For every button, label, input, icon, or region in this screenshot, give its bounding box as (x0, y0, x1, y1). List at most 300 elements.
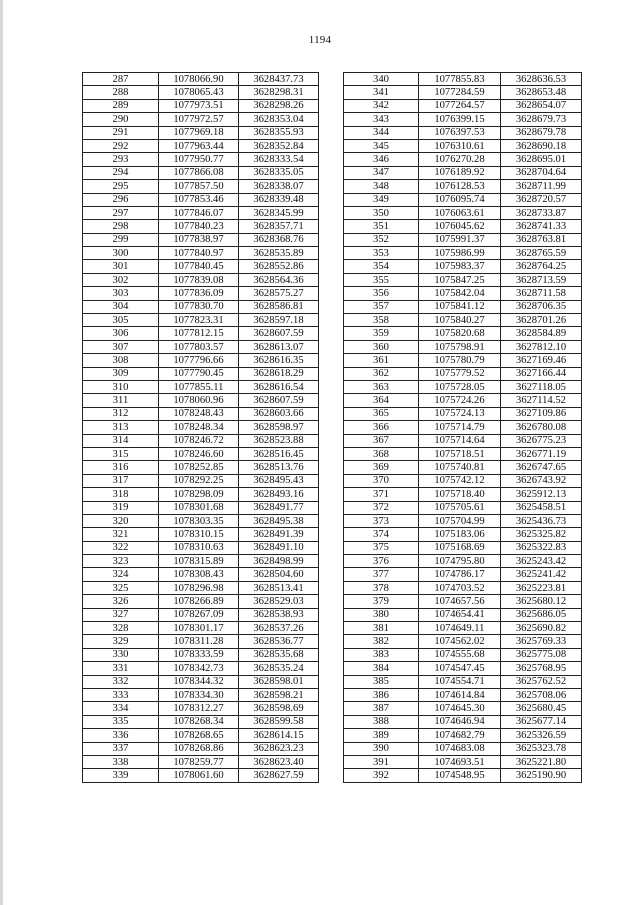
point-number-cell: 386 (344, 688, 419, 701)
y-coordinate-cell: 3628345.99 (239, 206, 319, 219)
point-number-cell: 320 (83, 514, 159, 527)
point-number-cell: 330 (83, 648, 159, 661)
coordinate-table-right (343, 72, 582, 783)
y-coordinate-cell: 3628355.93 (239, 126, 319, 139)
x-coordinate-cell: 1078248.43 (159, 407, 239, 420)
point-number-cell: 346 (344, 153, 419, 166)
x-coordinate-cell: 1076128.53 (419, 180, 501, 193)
page-number: 1194 (308, 34, 332, 46)
point-number-cell: 297 (83, 206, 159, 219)
point-number-cell: 373 (344, 514, 419, 527)
x-coordinate-cell: 1077846.07 (159, 206, 239, 219)
y-coordinate-cell: 3628495.38 (239, 514, 319, 527)
y-coordinate-cell: 3626771.19 (501, 447, 582, 460)
x-coordinate-cell: 1078060.96 (159, 394, 239, 407)
y-coordinate-cell: 3628598.01 (239, 675, 319, 688)
y-coordinate-cell: 3628679.78 (501, 126, 582, 139)
point-number-cell: 345 (344, 139, 419, 152)
point-number-cell: 340 (344, 73, 419, 86)
table-row (344, 541, 582, 554)
x-coordinate-cell: 1077830.70 (159, 300, 239, 313)
y-coordinate-cell: 3627812.10 (501, 340, 582, 353)
table-row (344, 648, 582, 661)
table-row (83, 581, 319, 594)
y-coordinate-cell: 3628711.58 (501, 287, 582, 300)
x-coordinate-cell: 1077840.97 (159, 247, 239, 260)
point-number-cell: 325 (83, 581, 159, 594)
y-coordinate-cell: 3628701.26 (501, 314, 582, 327)
table-row (83, 73, 319, 86)
x-coordinate-cell: 1075840.27 (419, 314, 501, 327)
table-row (83, 742, 319, 755)
table-row (344, 715, 582, 728)
point-number-cell: 365 (344, 407, 419, 420)
table-row (83, 608, 319, 621)
y-coordinate-cell: 3628763.81 (501, 233, 582, 246)
point-number-cell: 370 (344, 474, 419, 487)
point-number-cell: 344 (344, 126, 419, 139)
y-coordinate-cell: 3625190.90 (501, 769, 582, 782)
x-coordinate-cell: 1075740.81 (419, 461, 501, 474)
y-coordinate-cell: 3628616.35 (239, 354, 319, 367)
point-number-cell: 367 (344, 434, 419, 447)
table-row (83, 648, 319, 661)
point-number-cell: 371 (344, 488, 419, 501)
point-number-cell: 384 (344, 662, 419, 675)
point-number-cell: 388 (344, 715, 419, 728)
point-number-cell: 364 (344, 394, 419, 407)
point-number-cell: 333 (83, 688, 159, 701)
x-coordinate-cell: 1074614.84 (419, 688, 501, 701)
x-coordinate-cell: 1077840.45 (159, 260, 239, 273)
table-row (83, 702, 319, 715)
table-row (83, 729, 319, 742)
x-coordinate-cell: 1076310.61 (419, 139, 501, 152)
table-row (83, 474, 319, 487)
table-row (344, 86, 582, 99)
table-row (83, 769, 319, 782)
y-coordinate-cell: 3625769.33 (501, 635, 582, 648)
point-number-cell: 351 (344, 220, 419, 233)
point-number-cell: 380 (344, 608, 419, 621)
point-number-cell: 304 (83, 300, 159, 313)
x-coordinate-cell: 1075728.05 (419, 380, 501, 393)
point-number-cell: 368 (344, 447, 419, 460)
point-number-cell: 335 (83, 715, 159, 728)
point-number-cell: 294 (83, 166, 159, 179)
x-coordinate-cell: 1074547.45 (419, 662, 501, 675)
point-number-cell: 378 (344, 581, 419, 594)
x-coordinate-cell: 1074683.08 (419, 742, 501, 755)
x-coordinate-cell: 1077950.77 (159, 153, 239, 166)
table-row (344, 153, 582, 166)
point-number-cell: 301 (83, 260, 159, 273)
x-coordinate-cell: 1076397.53 (419, 126, 501, 139)
point-number-cell: 362 (344, 367, 419, 380)
table-row (83, 260, 319, 273)
table-row (344, 139, 582, 152)
table-row (83, 166, 319, 179)
y-coordinate-cell: 3628535.68 (239, 648, 319, 661)
point-number-cell: 359 (344, 327, 419, 340)
table-row (344, 113, 582, 126)
table-row (83, 675, 319, 688)
point-number-cell: 341 (344, 86, 419, 99)
point-number-cell: 334 (83, 702, 159, 715)
point-number-cell: 363 (344, 380, 419, 393)
y-coordinate-cell: 3627109.86 (501, 407, 582, 420)
point-number-cell: 303 (83, 287, 159, 300)
x-coordinate-cell: 1078301.68 (159, 501, 239, 514)
x-coordinate-cell: 1078301.17 (159, 622, 239, 635)
x-coordinate-cell: 1076399.15 (419, 113, 501, 126)
y-coordinate-cell: 3628607.59 (239, 327, 319, 340)
table-row (83, 206, 319, 219)
table-row (83, 394, 319, 407)
x-coordinate-cell: 1078259.77 (159, 755, 239, 768)
point-number-cell: 361 (344, 354, 419, 367)
y-coordinate-cell: 3628695.01 (501, 153, 582, 166)
x-coordinate-cell: 1078248.34 (159, 421, 239, 434)
table-row (83, 193, 319, 206)
y-coordinate-cell: 3626775.23 (501, 434, 582, 447)
point-number-cell: 358 (344, 314, 419, 327)
x-coordinate-cell: 1078310.15 (159, 528, 239, 541)
y-coordinate-cell: 3628504.60 (239, 568, 319, 581)
point-number-cell: 327 (83, 608, 159, 621)
table-row (344, 474, 582, 487)
x-coordinate-cell: 1076045.62 (419, 220, 501, 233)
y-coordinate-cell: 3628720.57 (501, 193, 582, 206)
table-row (83, 354, 319, 367)
x-coordinate-cell: 1077284.59 (419, 86, 501, 99)
table-row (344, 555, 582, 568)
y-coordinate-cell: 3625762.52 (501, 675, 582, 688)
x-coordinate-cell: 1074703.52 (419, 581, 501, 594)
y-coordinate-cell: 3628357.71 (239, 220, 319, 233)
table-row (344, 622, 582, 635)
table-row (83, 233, 319, 246)
point-number-cell: 322 (83, 541, 159, 554)
x-coordinate-cell: 1078246.60 (159, 447, 239, 460)
table-row (83, 447, 319, 460)
x-coordinate-cell: 1078268.34 (159, 715, 239, 728)
table-row (344, 327, 582, 340)
y-coordinate-cell: 3628713.59 (501, 273, 582, 286)
point-number-cell: 387 (344, 702, 419, 715)
x-coordinate-cell: 1075718.40 (419, 488, 501, 501)
y-coordinate-cell: 3628298.31 (239, 86, 319, 99)
y-coordinate-cell: 3628535.89 (239, 247, 319, 260)
table-row (344, 314, 582, 327)
table-row (344, 166, 582, 179)
x-coordinate-cell: 1075820.68 (419, 327, 501, 340)
table-row (83, 622, 319, 635)
y-coordinate-cell: 3628586.81 (239, 300, 319, 313)
table-row (83, 287, 319, 300)
x-coordinate-cell: 1075842.04 (419, 287, 501, 300)
x-coordinate-cell: 1075991.37 (419, 233, 501, 246)
point-number-cell: 323 (83, 555, 159, 568)
y-coordinate-cell: 3628338.07 (239, 180, 319, 193)
x-coordinate-cell: 1074682.79 (419, 729, 501, 742)
table-row (344, 514, 582, 527)
table-row (83, 247, 319, 260)
table-row (344, 568, 582, 581)
y-coordinate-cell: 3627118.05 (501, 380, 582, 393)
y-coordinate-cell: 3625325.82 (501, 528, 582, 541)
x-coordinate-cell: 1078246.72 (159, 434, 239, 447)
x-coordinate-cell: 1078296.98 (159, 581, 239, 594)
y-coordinate-cell: 3627114.52 (501, 394, 582, 407)
y-coordinate-cell: 3628623.40 (239, 755, 319, 768)
point-number-cell: 319 (83, 501, 159, 514)
y-coordinate-cell: 3628584.89 (501, 327, 582, 340)
point-number-cell: 369 (344, 461, 419, 474)
point-number-cell: 315 (83, 447, 159, 460)
table-row (83, 434, 319, 447)
table-row (344, 300, 582, 313)
x-coordinate-cell: 1075714.79 (419, 421, 501, 434)
x-coordinate-cell: 1075168.69 (419, 541, 501, 554)
table-row (83, 715, 319, 728)
y-coordinate-cell: 3628764.25 (501, 260, 582, 273)
table-row (83, 126, 319, 139)
table-row (83, 139, 319, 152)
y-coordinate-cell: 3628599.58 (239, 715, 319, 728)
x-coordinate-cell: 1077839.08 (159, 273, 239, 286)
table-row (344, 581, 582, 594)
table-row (344, 688, 582, 701)
table-row (83, 407, 319, 420)
table-row (83, 367, 319, 380)
x-coordinate-cell: 1074657.56 (419, 595, 501, 608)
y-coordinate-cell: 3628706.35 (501, 300, 582, 313)
x-coordinate-cell: 1074654.41 (419, 608, 501, 621)
y-coordinate-cell: 3625326.59 (501, 729, 582, 742)
table-row (83, 662, 319, 675)
table-row (344, 755, 582, 768)
x-coordinate-cell: 1075705.61 (419, 501, 501, 514)
table-row (344, 742, 582, 755)
point-number-cell: 390 (344, 742, 419, 755)
x-coordinate-cell: 1077853.46 (159, 193, 239, 206)
point-number-cell: 339 (83, 769, 159, 782)
point-number-cell: 360 (344, 340, 419, 353)
table-row (344, 662, 582, 675)
y-coordinate-cell: 3628491.77 (239, 501, 319, 514)
point-number-cell: 317 (83, 474, 159, 487)
table-row (344, 233, 582, 246)
point-number-cell: 354 (344, 260, 419, 273)
x-coordinate-cell: 1075798.91 (419, 340, 501, 353)
point-number-cell: 299 (83, 233, 159, 246)
x-coordinate-cell: 1078268.65 (159, 729, 239, 742)
x-coordinate-cell: 1077836.09 (159, 287, 239, 300)
y-coordinate-cell: 3625690.82 (501, 622, 582, 635)
x-coordinate-cell: 1076270.28 (419, 153, 501, 166)
table-row (83, 595, 319, 608)
y-coordinate-cell: 3628623.23 (239, 742, 319, 755)
y-coordinate-cell: 3626780.08 (501, 421, 582, 434)
table-row (344, 73, 582, 86)
y-coordinate-cell: 3628513.76 (239, 461, 319, 474)
x-coordinate-cell: 1076095.74 (419, 193, 501, 206)
table-row (83, 314, 319, 327)
y-coordinate-cell: 3628607.59 (239, 394, 319, 407)
y-coordinate-cell: 3625708.06 (501, 688, 582, 701)
point-number-cell: 295 (83, 180, 159, 193)
table-row (344, 220, 582, 233)
y-coordinate-cell: 3628679.73 (501, 113, 582, 126)
x-coordinate-cell: 1074646.94 (419, 715, 501, 728)
table-row (83, 86, 319, 99)
table-row (83, 568, 319, 581)
x-coordinate-cell: 1075724.26 (419, 394, 501, 407)
y-coordinate-cell: 3625322.83 (501, 541, 582, 554)
point-number-cell: 374 (344, 528, 419, 541)
y-coordinate-cell: 3628690.18 (501, 139, 582, 152)
scan-edge (0, 0, 3, 905)
x-coordinate-cell: 1074548.95 (419, 769, 501, 782)
point-number-cell: 355 (344, 273, 419, 286)
y-coordinate-cell: 3625221.80 (501, 755, 582, 768)
point-number-cell: 288 (83, 86, 159, 99)
point-number-cell: 314 (83, 434, 159, 447)
x-coordinate-cell: 1078344.32 (159, 675, 239, 688)
y-coordinate-cell: 3628368.76 (239, 233, 319, 246)
x-coordinate-cell: 1076189.92 (419, 166, 501, 179)
table-row (83, 300, 319, 313)
x-coordinate-cell: 1077973.51 (159, 99, 239, 112)
point-number-cell: 349 (344, 193, 419, 206)
table-row (83, 755, 319, 768)
coordinate-table-left (82, 72, 319, 783)
x-coordinate-cell: 1077857.50 (159, 180, 239, 193)
table-row (344, 180, 582, 193)
table-row (344, 193, 582, 206)
y-coordinate-cell: 3628613.07 (239, 340, 319, 353)
table-row (83, 273, 319, 286)
y-coordinate-cell: 3628498.99 (239, 555, 319, 568)
y-coordinate-cell: 3625436.73 (501, 514, 582, 527)
x-coordinate-cell: 1074693.51 (419, 755, 501, 768)
point-number-cell: 342 (344, 99, 419, 112)
table-row (344, 608, 582, 621)
point-number-cell: 308 (83, 354, 159, 367)
table-row (83, 327, 319, 340)
table-row (344, 407, 582, 420)
table-row (344, 260, 582, 273)
point-number-cell: 289 (83, 99, 159, 112)
x-coordinate-cell: 1078061.60 (159, 769, 239, 782)
x-coordinate-cell: 1074645.30 (419, 702, 501, 715)
x-coordinate-cell: 1075847.25 (419, 273, 501, 286)
y-coordinate-cell: 3626743.92 (501, 474, 582, 487)
x-coordinate-cell: 1078065.43 (159, 86, 239, 99)
table-row (344, 528, 582, 541)
x-coordinate-cell: 1076063.61 (419, 206, 501, 219)
table-row (344, 675, 582, 688)
x-coordinate-cell: 1077264.57 (419, 99, 501, 112)
table-row (344, 99, 582, 112)
y-coordinate-cell: 3628335.05 (239, 166, 319, 179)
point-number-cell: 324 (83, 568, 159, 581)
point-number-cell: 306 (83, 327, 159, 340)
x-coordinate-cell: 1077790.45 (159, 367, 239, 380)
table-row (344, 273, 582, 286)
x-coordinate-cell: 1074562.02 (419, 635, 501, 648)
table-row (344, 367, 582, 380)
y-coordinate-cell: 3628493.16 (239, 488, 319, 501)
y-coordinate-cell: 3628598.21 (239, 688, 319, 701)
y-coordinate-cell: 3628711.99 (501, 180, 582, 193)
point-number-cell: 352 (344, 233, 419, 246)
point-number-cell: 298 (83, 220, 159, 233)
point-number-cell: 392 (344, 769, 419, 782)
x-coordinate-cell: 1078266.89 (159, 595, 239, 608)
table-row (83, 113, 319, 126)
y-coordinate-cell: 3628298.26 (239, 99, 319, 112)
point-number-cell: 337 (83, 742, 159, 755)
x-coordinate-cell: 1078268.86 (159, 742, 239, 755)
x-coordinate-cell: 1075714.64 (419, 434, 501, 447)
y-coordinate-cell: 3628352.84 (239, 139, 319, 152)
y-coordinate-cell: 3628516.45 (239, 447, 319, 460)
point-number-cell: 312 (83, 407, 159, 420)
x-coordinate-cell: 1078311.28 (159, 635, 239, 648)
point-number-cell: 287 (83, 73, 159, 86)
point-number-cell: 316 (83, 461, 159, 474)
y-coordinate-cell: 3628654.07 (501, 99, 582, 112)
y-coordinate-cell: 3628538.93 (239, 608, 319, 621)
x-coordinate-cell: 1075724.13 (419, 407, 501, 420)
x-coordinate-cell: 1075841.12 (419, 300, 501, 313)
y-coordinate-cell: 3625243.42 (501, 555, 582, 568)
y-coordinate-cell: 3625686.05 (501, 608, 582, 621)
table-row (83, 220, 319, 233)
y-coordinate-cell: 3628537.26 (239, 622, 319, 635)
x-coordinate-cell: 1078334.30 (159, 688, 239, 701)
x-coordinate-cell: 1077812.15 (159, 327, 239, 340)
point-number-cell: 382 (344, 635, 419, 648)
table-row (344, 461, 582, 474)
x-coordinate-cell: 1078310.63 (159, 541, 239, 554)
y-coordinate-cell: 3628536.77 (239, 635, 319, 648)
table-row (83, 488, 319, 501)
x-coordinate-cell: 1077972.57 (159, 113, 239, 126)
point-number-cell: 375 (344, 541, 419, 554)
x-coordinate-cell: 1075780.79 (419, 354, 501, 367)
point-number-cell: 331 (83, 662, 159, 675)
x-coordinate-cell: 1078267.09 (159, 608, 239, 621)
x-coordinate-cell: 1075704.99 (419, 514, 501, 527)
y-coordinate-cell: 3628765.59 (501, 247, 582, 260)
x-coordinate-cell: 1077969.18 (159, 126, 239, 139)
table-row (344, 729, 582, 742)
y-coordinate-cell: 3628741.33 (501, 220, 582, 233)
table-row (83, 541, 319, 554)
table-row (83, 180, 319, 193)
x-coordinate-cell: 1077963.44 (159, 139, 239, 152)
table-row (344, 354, 582, 367)
point-number-cell: 385 (344, 675, 419, 688)
y-coordinate-cell: 3628523.88 (239, 434, 319, 447)
point-number-cell: 296 (83, 193, 159, 206)
point-number-cell: 328 (83, 622, 159, 635)
table-row (83, 461, 319, 474)
y-coordinate-cell: 3628653.48 (501, 86, 582, 99)
